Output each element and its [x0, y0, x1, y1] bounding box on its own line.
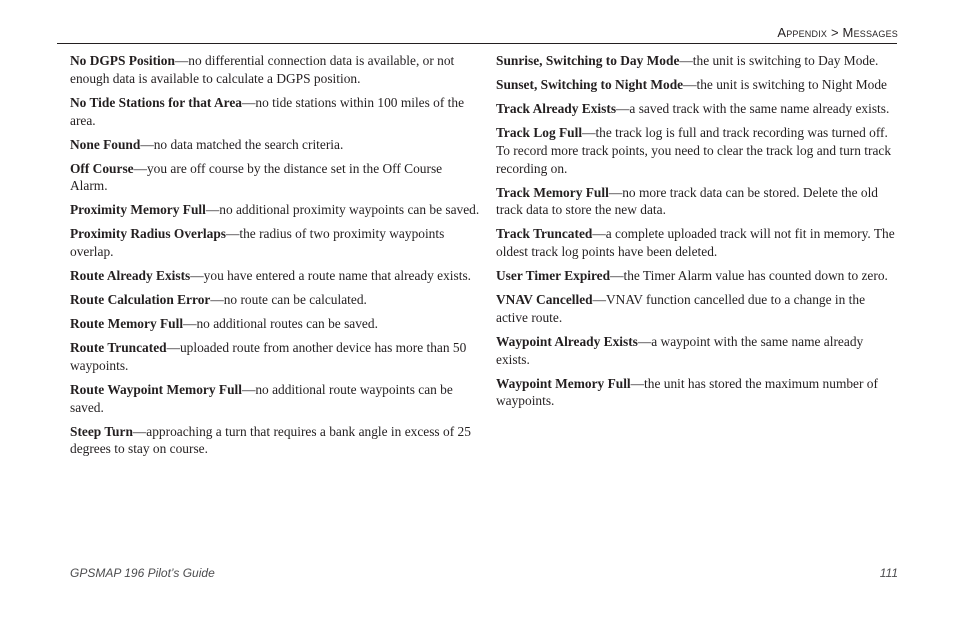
- message-description: —no differential connection data is available, or not enough data is available to calculate a DGPS position.: [70, 53, 455, 86]
- message-description: —approaching a turn that requires a bank angle in excess of 25 degrees to stay on course.: [70, 423, 471, 457]
- header-separator: >: [830, 25, 839, 40]
- message-entry: [496, 76, 896, 94]
- message-description: —uploaded route from another device has more than 50 waypoints.: [70, 340, 467, 373]
- message-term: None Found: [70, 136, 141, 152]
- message-entry: [70, 225, 482, 261]
- footer-guide-title: GPSMAP 196 Pilot’s Guide: [70, 566, 215, 580]
- header-section: Appendix: [777, 25, 828, 40]
- message-entry: [70, 160, 482, 196]
- message-description: —the unit is switching to Day Mode.: [679, 53, 879, 68]
- message-description: —the Timer Alarm value has counted down to zero.: [610, 268, 888, 284]
- message-description: —no tide stations within 100 miles of the area.: [70, 94, 465, 128]
- message-term: Track Truncated: [496, 226, 593, 242]
- message-description: —a complete uploaded track will not fit in memory. The oldest track log points have been deleted.: [496, 226, 895, 260]
- message-description: —the unit has stored the maximum number of waypoints.: [496, 375, 878, 409]
- message-entry: [70, 267, 482, 285]
- message-entry: [70, 339, 482, 375]
- message-term: Proximity Radius Overlaps: [70, 226, 226, 242]
- message-entry: [496, 333, 896, 369]
- message-description: —no additional route waypoints can be saved.: [70, 381, 453, 415]
- message-term: Proximity Memory Full: [70, 202, 206, 218]
- message-term: Track Already Exists: [496, 100, 617, 116]
- message-entry: [70, 201, 482, 219]
- message-entry: [70, 291, 482, 309]
- message-term: Sunset, Switching to Night Mode: [496, 76, 684, 92]
- message-description: —a saved track with the same name already exists.: [616, 100, 890, 116]
- message-term: Steep Turn: [70, 423, 133, 439]
- message-entry: [496, 52, 896, 70]
- message-entry: [70, 52, 482, 88]
- message-term: VNAV Cancelled: [496, 292, 593, 308]
- message-term: Route Calculation Error: [70, 292, 211, 308]
- message-entry: [70, 423, 482, 459]
- messages-column-right: [496, 52, 896, 416]
- message-entry: [496, 184, 896, 220]
- message-entry: [496, 375, 896, 411]
- message-description: —a waypoint with the same name already exists.: [496, 333, 864, 367]
- message-term: Route Truncated: [70, 340, 167, 356]
- message-term: Route Already Exists: [70, 268, 191, 284]
- message-term: Sunrise, Switching to Day Mode: [496, 53, 680, 68]
- message-term: Waypoint Memory Full: [496, 375, 631, 391]
- message-entry: [496, 291, 896, 327]
- message-term: No Tide Stations for that Area: [70, 94, 242, 110]
- message-entry: [496, 100, 896, 118]
- message-description: —the track log is full and track recording was turned off. To record more track points, you need to clear the track log and turn track recording on.: [496, 124, 892, 176]
- message-entry: [70, 136, 482, 154]
- message-description: —you are off course by the distance set in the Off Course Alarm.: [70, 160, 443, 194]
- message-description: —the unit is switching to Night Mode: [683, 76, 887, 92]
- message-term: No DGPS Position: [70, 53, 175, 68]
- message-term: Off Course: [70, 160, 134, 176]
- message-term: Track Log Full: [496, 124, 583, 140]
- running-header: [777, 25, 898, 40]
- message-description: —no route can be calculated.: [210, 292, 367, 308]
- message-term: Waypoint Already Exists: [496, 333, 638, 349]
- message-term: Track Memory Full: [496, 184, 609, 200]
- message-term: Route Waypoint Memory Full: [70, 381, 242, 397]
- message-entry: [70, 315, 482, 333]
- message-entry: [70, 381, 482, 417]
- message-entry: [496, 267, 896, 285]
- header-subsection: Messages: [842, 25, 898, 40]
- message-description: —VNAV function cancelled due to a change in the active route.: [496, 292, 866, 325]
- message-entry: [496, 124, 896, 177]
- message-description: —no more track data can be stored. Delete the old track data to store the new data.: [496, 184, 879, 218]
- message-entry: [70, 94, 482, 130]
- message-description: —you have entered a route name that already exists.: [190, 268, 472, 284]
- message-term: Route Memory Full: [70, 316, 184, 332]
- message-description: —no additional proximity waypoints can be saved.: [205, 202, 480, 218]
- messages-column-left: [70, 52, 482, 464]
- footer-page-number: 111: [879, 566, 898, 580]
- message-entry: [496, 225, 896, 261]
- message-description: —the radius of two proximity waypoints overlap.: [70, 226, 445, 260]
- message-description: —no data matched the search criteria.: [140, 136, 344, 152]
- header-rule: [57, 43, 897, 44]
- message-term: User Timer Expired: [496, 268, 611, 284]
- message-description: —no additional routes can be saved.: [183, 316, 378, 332]
